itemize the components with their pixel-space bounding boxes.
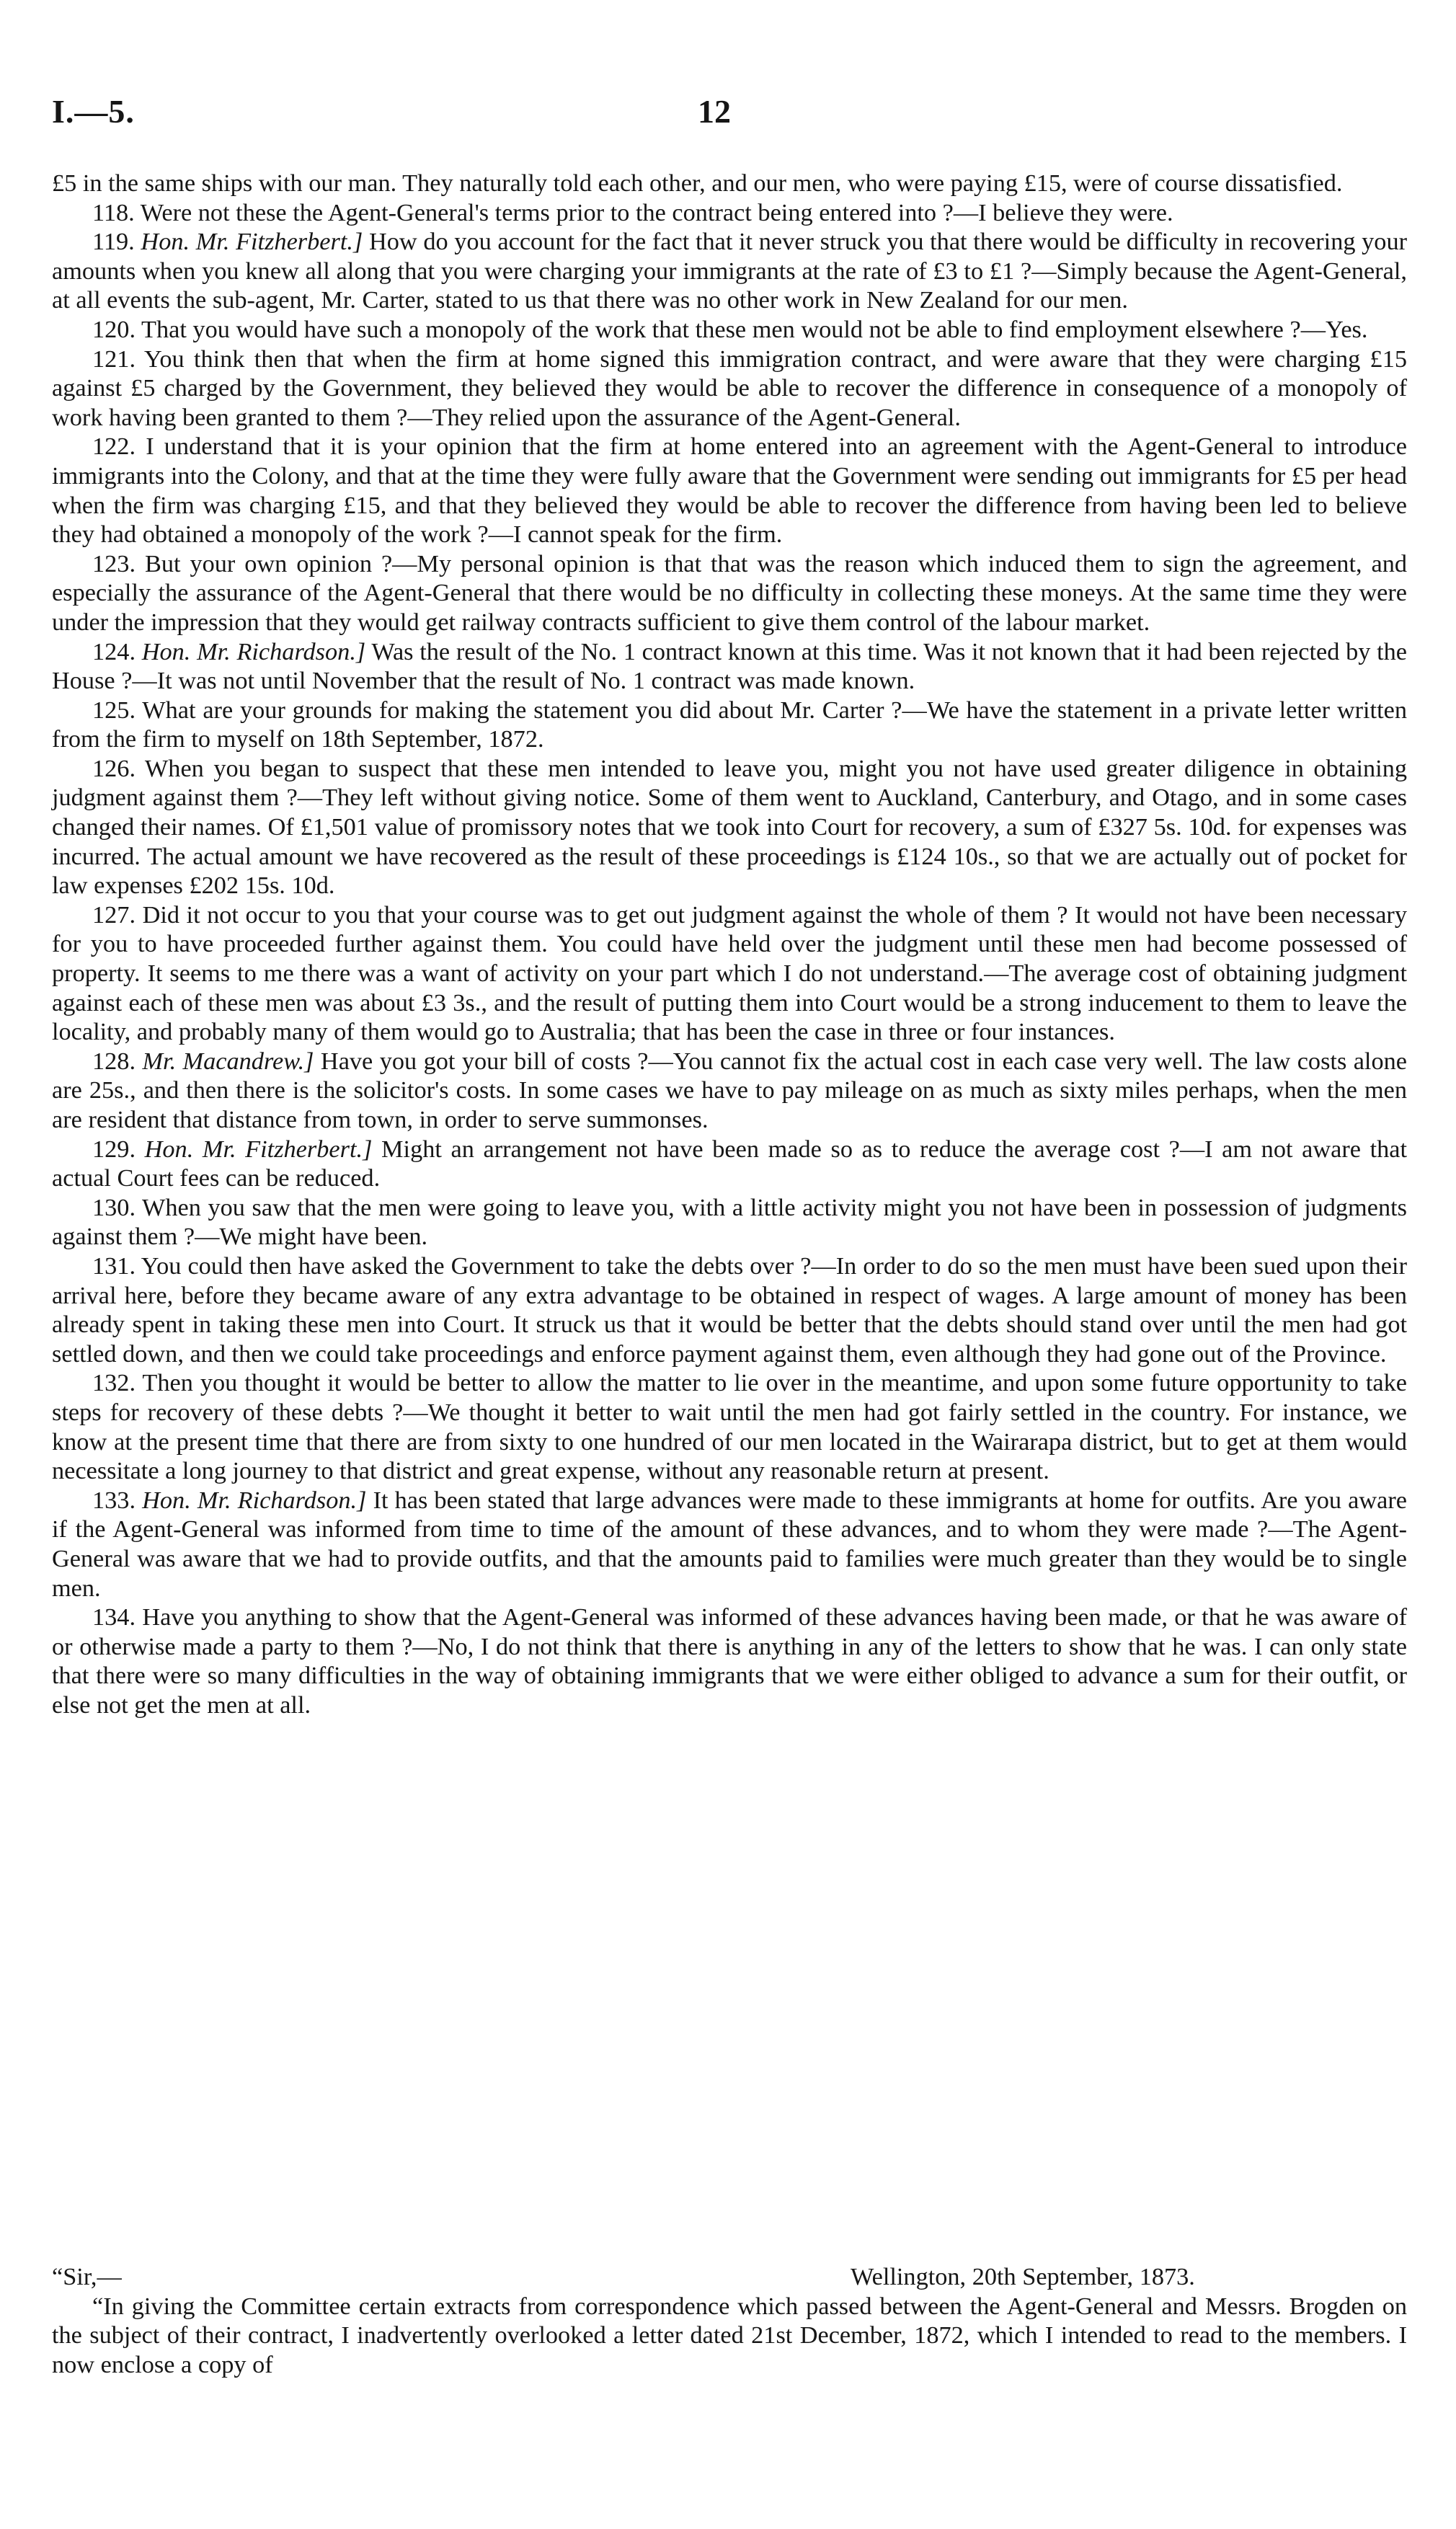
question-number: 123. [92,549,136,577]
question-number: 131. [92,1252,136,1280]
speaker-name: Hon. Mr. Richardson.] [142,1486,367,1514]
question-paragraph [52,900,1407,1047]
paragraph-text: How do you account for the fact that it never struck you that there would be difficulty in recovering your amounts when you knew all along that you were charging your immigrants at the rate of £3 to £1 ?—Simply because the Agent-General, at all events the sub-agent, Mr. Carter, stated to us that there was no other work in New Zealand for our men. [52,228,1408,314]
paragraph-text: £5 in the same ships with our man. They naturally told each other, and our men, who were paying £15, were of course dissatisfied. [52,169,1343,197]
paragraph-text: Might an arrangement not have been made so as to reduce the average cost ?—I am not aware that actual Court fees can be reduced. [52,1135,1408,1192]
question-paragraph [52,227,1407,315]
question-paragraph [52,1135,1407,1193]
question-number: 133. [92,1486,136,1514]
question-number: 118. [92,198,135,226]
paragraph-text: It has been stated that large advances were made to these immigrants at home for outfits. Are you aware if the Agent-General was informed from time to time of the amount of these advances, and to whom they were made ?—The Agent-General was aware that we had to provide outfits, and that the amounts paid to families were much greater than they would be to single men. [52,1486,1408,1602]
continuation-paragraph [52,169,1407,198]
question-paragraph [52,549,1407,637]
question-number: 124. [92,637,136,665]
paragraph-text: Were not these the Agent-General's terms prior to the contract being entered into ?—I believe they were. [140,198,1173,226]
question-paragraph [52,432,1407,549]
paragraph-text: When you began to suspect that these men intended to leave you, might you not have used greater diligence in obtaining judgment against them ?—They left without giving notice. Some of them went to Auckland, Canterbury, and Otago, and in some cases changed their names. Of £1,501 value of promissory notes that we took into Court for recovery, a sum of £327 5s. 10d. for expenses was incurred. The actual amount we have recovered as the result of these proceedings is £124 10s., so that we are actually out of pocket for law expenses £202 15s. 10d. [52,754,1407,900]
page-header [52,92,1407,150]
question-number: 119. [92,228,135,256]
paragraph-text: Was the result of the No. 1 contract known at this time. Was it not known that it had been rejected by the House ?—It was not until November that the result of No. 1 contract was made known. [52,637,1407,695]
question-number: 125. [92,696,136,724]
paragraph-text: You think then that when the firm at home signed this immigration contract, and were aware that they were charging £15 against £5 charged by the Government, they believed they would be able to recover the difference in consequence of a monopoly of work having been granted to them ?—They relied upon the assurance of the Agent-General. [52,345,1407,431]
question-paragraph [52,696,1407,754]
letter-head [52,2262,1407,2292]
speaker-name: Hon. Mr. Fitzherbert.] [144,1135,373,1163]
question-paragraph [52,1486,1407,1603]
question-number: 122. [92,433,136,461]
speaker-name: Hon. Mr. Richardson.] [141,637,366,665]
page-number: 12 [698,93,731,130]
question-number: 130. [92,1193,136,1221]
question-paragraph [52,1368,1407,1485]
question-paragraph [52,637,1407,696]
speaker-name: Mr. Macandrew.] [142,1047,314,1075]
question-number: 128. [92,1047,136,1075]
question-paragraph [52,1193,1407,1252]
paragraph-text: I understand that it is your opinion that the firm at home entered into an agreement with the Agent-General to introduce immigrants into the Colony, and that at the time they were fully aware that the Government were sending out immigrants for £5 per head when the firm was charging £15, and that they believed they would be able to recover the difference from having been led to believe they had obtained a monopoly of the work ?—I cannot speak for the firm. [52,433,1407,549]
question-number: 134. [92,1603,136,1631]
question-paragraph [52,1047,1407,1135]
paragraph-text: Then you thought it would be better to allow the matter to lie over in the meantime, and upon some future opportunity to take steps for recovery of these debts ?—We thought it better to wait until the men had got fairly settled in the country. For instance, we know at the present time that there are from sixty to one hundred of our men located in the Wairarapa district, but to get at them would necessitate a long journey to that district and great expense, without any reasonable return at present. [52,1369,1407,1485]
paragraph-text: What are your grounds for making the statement you did about Mr. Carter ?—We have the statement in a private letter written from the firm to myself on 18th September, 1872. [52,696,1407,753]
question-paragraph [52,1603,1407,1719]
paragraph-text: But your own opinion ?—My personal opinion is that that was the reason which induced them to sign the agreement, and especially the assurance of the Agent-General that there would be no difficulty in collecting these moneys. At the same time they were under the impression that they would get railway contracts sufficient to give them control of the labour market. [52,549,1407,636]
evidence-body [52,169,1407,1719]
letter-body: “In giving the Committee certain extracts from correspondence which passed between the Agent-General and Messrs. Brogden on the subject of their contract, I inadvertently overlooked a letter dated 21st December, 1872, which I intended to read to the members. I now enclose a copy of [52,2292,1407,2378]
letter-salutation: “Sir,— [52,2263,122,2290]
question-number: 129. [92,1135,136,1163]
question-paragraph [52,315,1407,345]
question-paragraph [52,198,1407,228]
paragraph-text: That you would have such a monopoly of the work that these men would not be able to find employment elsewhere ?—Yes. [141,315,1368,343]
question-number: 127. [92,900,136,929]
question-number: 121. [92,345,136,373]
question-paragraph [52,754,1407,900]
paragraph-text: Have you got your bill of costs ?—You cannot fix the actual cost in each case very well. The law costs alone are 25s., and then there is the solicitor's costs. In some cases we have to pay mileage on as much as sixty miles perhaps, when the men are resident that distance from town, in order to serve summonses. [52,1047,1407,1133]
question-number: 126. [92,754,136,782]
question-paragraph [52,1252,1407,1368]
question-number: 132. [92,1369,136,1397]
paragraph-text: When you saw that the men were going to leave you, with a little activity might you not have been in possession of judgments against them ?—We might have been. [52,1193,1407,1251]
question-number: 120. [92,315,136,343]
speaker-name: Hon. Mr. Fitzherbert.] [141,228,363,256]
letter [52,2262,1407,2379]
letter-date: Wellington, 20th September, 1873. [851,2263,1195,2290]
paragraph-text: You could then have asked the Government to take the debts over ?—In order to do so the men must have been sued upon their arrival here, before they became aware of any extra advantage to be obtained in respect of wages. A large amount of money has been already spent in taking these men into Court. It struck us that it would be better that the debts should stand over until the men had got settled down, and then we could take proceedings and enforce payment against them, even although they had gone out of the Province. [52,1252,1407,1368]
paragraph-text: Did it not occur to you that your course was to get out judgment against the whole of them ? It would not have been necessary for you to have proceeded further against them. You could have held over the judgment until these men had become possessed of property. It seems to me there was a want of activity on your part which I do not understand.—The average cost of obtaining judgment against each of these men was about £3 3s., and the result of putting them into Court would be a strong inducement to them to leave the locality, and probably many of them would go to Australia; that has been the case in three or four instances. [52,900,1407,1046]
document-reference: I.—5. [52,93,135,130]
question-paragraph [52,345,1407,433]
paragraph-text: Have you anything to show that the Agent-General was informed of these advances having been made, or that he was aware of or otherwise made a party to them ?—No, I do not think that there is anything in any of the letters to show that he was. I can only state that there were so many difficulties in the way of obtaining immigrants that we were either obliged to advance a sum for their outfit, or else not get the men at all. [52,1603,1408,1719]
